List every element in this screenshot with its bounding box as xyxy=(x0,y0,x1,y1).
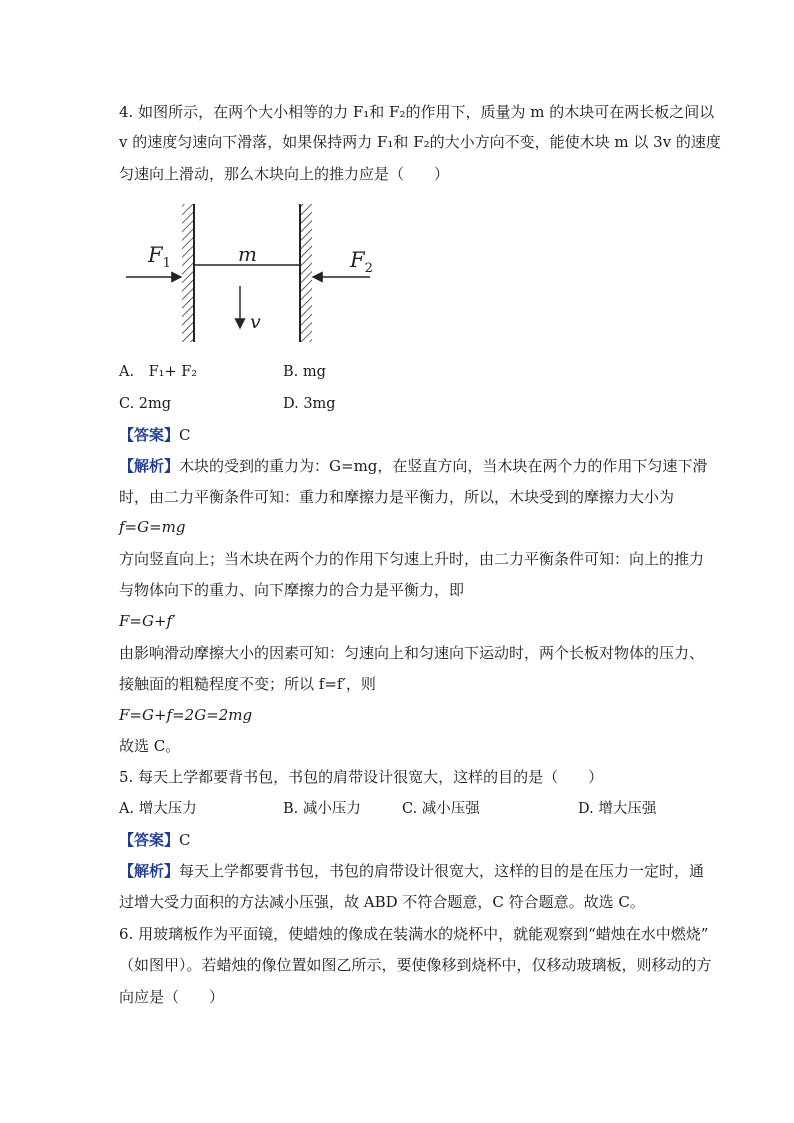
analysis-tag: 【解析】 xyxy=(119,862,180,880)
q4-formula-3: F=G+f=2G=2mg xyxy=(119,706,253,724)
q4-option-b: B. mg xyxy=(283,364,326,380)
q6-stem-line-3: 向应是（ ） xyxy=(119,988,225,1006)
q4-stem-line-3: 匀速向上滑动，那么木块向上的推力应是（ ） xyxy=(119,165,450,183)
q4-stem-line-2: v 的速度匀速向下滑落，如果保持两力 F₁和 F₂的大小方向不变，能使木块 m 以 3v 的速度 xyxy=(119,133,721,151)
q4-analysis-line-2: 时，由二力平衡条件可知：重力和摩擦力是平衡力，所以，木块受到的摩擦力大小为 xyxy=(119,488,675,506)
q5-stem: 5. 每天上学都要背书包，书包的肩带设计很宽大，这样的目的是（ ） xyxy=(119,768,604,786)
q6-stem-line-2: （如图甲）。若蜡烛的像位置如图乙所示，要使像移到烧杯中，仅移动玻璃板，则移动的方 xyxy=(119,956,712,974)
q5-analysis-line-2: 过增大受力面积的方法减小压强，故 ABD 不符合题意，C 符合题意。故选 C。 xyxy=(119,893,645,911)
f1-label: $F_1$ xyxy=(148,243,171,271)
q4-stem-line-1: 4. 如图所示，在两个大小相等的力 F₁和 F₂的作用下，质量为 m 的木块可在两长板之间以 xyxy=(119,103,715,121)
q4-conclusion: 故选 C。 xyxy=(119,737,181,755)
q5-answer xyxy=(119,830,191,850)
q4-analysis-line-6: 接触面的粗糙程度不变；所以 f=f′，则 xyxy=(119,675,376,693)
q4-option-d: D. 3mg xyxy=(283,396,336,412)
q5-option-c: C. 减小压强 xyxy=(402,801,480,817)
answer-value: C xyxy=(179,426,191,444)
q5-option-d: D. 增大压强 xyxy=(578,801,657,817)
q5-option-b: B. 减小压力 xyxy=(283,801,361,817)
analysis-tag: 【解析】 xyxy=(119,457,180,475)
q6-stem-line-1: 6. 用玻璃板作为平面镜，使蜡烛的像成在装满水的烧杯中，就能观察到“蜡烛在水中燃烧” xyxy=(119,925,709,943)
q4-analysis-line-5: 由影响滑动摩擦大小的因素可知：匀速向上和匀速向下运动时，两个长板对物体的压力、 xyxy=(119,644,705,662)
q4-option-a: A. F₁+ F₂ xyxy=(119,364,198,380)
q5-option-a: A. 增大压力 xyxy=(119,801,197,817)
analysis-text: 木块的受到的重力为：G=mg，在竖直方向，当木块在两个力的作用下匀速下滑 xyxy=(179,457,708,475)
answer-tag: 【答案】 xyxy=(119,831,180,849)
q4-formula-1: f=G=mg xyxy=(119,518,186,536)
analysis-text: 每天上学都要背书包，书包的肩带设计很宽大，这样的目的是在压力一定时，通 xyxy=(179,862,705,880)
q4-analysis-line-1 xyxy=(119,456,707,476)
answer-value: C xyxy=(179,831,191,849)
mass-label: m xyxy=(238,242,257,266)
q4-force-diagram xyxy=(120,200,380,350)
q4-answer xyxy=(119,425,191,445)
left-board xyxy=(182,204,194,342)
answer-tag: 【答案】 xyxy=(119,426,180,444)
q5-analysis-line-1 xyxy=(119,861,704,881)
q4-analysis-line-3: 方向竖直向上；当木块在两个力的作用下匀速上升时，由二力平衡条件可知：向上的推力 xyxy=(119,550,705,568)
f2-label: $F_2$ xyxy=(350,248,373,276)
q4-analysis-line-4: 与物体向下的重力、向下摩擦力的合力是平衡力，即 xyxy=(119,581,465,599)
q4-formula-2: F=G+f′ xyxy=(119,612,176,630)
velocity-label: v xyxy=(250,311,261,333)
right-board xyxy=(300,204,312,342)
q4-option-c: C. 2mg xyxy=(119,396,172,412)
